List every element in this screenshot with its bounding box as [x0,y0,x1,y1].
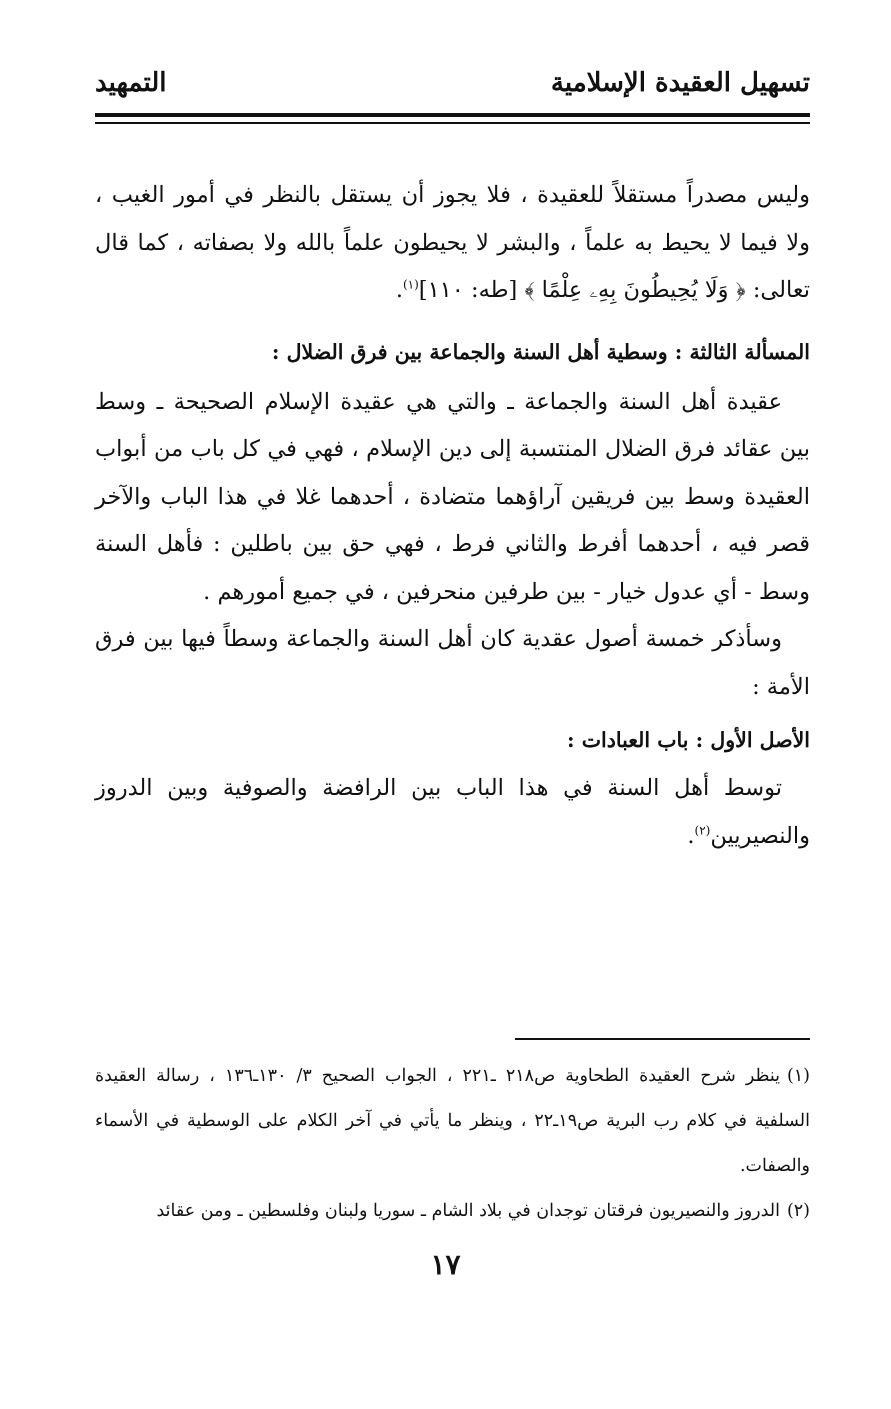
section-heading-issue-3: المسألة الثالثة : وسطية أهل السنة والجماعة بين فرق الضلال : [271,339,810,364]
footnote-1 [95,1054,810,1189]
page-header [95,68,810,108]
footnotes [95,1054,810,1234]
footnote-1-text: ينظر شرح العقيدة الطحاوية ص٢١٨ ـ٢٢١ ، الجواب الصحيح ٣/ ١٣٠ـ١٣٦ ، رسالة العقيدة السلفية في كلام رب البرية ص١٩ـ٢٢ ، وينظر ما يأتي في آخر الكلام على الوسطية في الأسماء والصفات. [95,1066,810,1176]
paragraph-4-end: . [687,822,695,849]
page-number: ١٧ [430,1248,461,1281]
header-rule-thick [95,113,810,117]
footnote-marker-1: (١) [402,277,419,292]
chapter-title: التمهيد [95,68,167,98]
paragraph-2: عقيدة أهل السنة والجماعة ـ والتي هي عقيدة الإسلام الصحيحة ـ وسط بين عقائد فرق الضلال المنتسبة إلى دين الإسلام ، فهي في كل باب من أبواب العقيدة وسط بين فريقين آراؤهما متضادة ، أحدهما غلا في هذا الباب والآخر قصر فيه ، أحدهما أفرط والثاني فرط ، فهي حق بين باطلين : فأهل السنة وسط - أي عدول خيار - بين طرفين منحرفين ، في جميع أمورهم . [95,388,810,605]
footnote-2 [95,1189,810,1234]
paragraph-1-end: . [395,277,403,303]
quran-verse: ﴿ وَلَا يُحِيطُونَ بِهِۦ عِلْمًا ﴾ [524,277,746,303]
main-text [95,172,810,860]
paragraph-1-text: وليس مصدراً مستقلاً للعقيدة ، فلا يجوز أن يستقل بالنظر في أمور الغيب ، ولا فيما لا يحيط به علماً ، والبشر لا يحيطون علماً بالله ولا بصفاته ، كما قال تعالى: [95,182,810,303]
paragraph-3: وسأذكر خمسة أصول عقدية كان أهل السنة والجماعة وسطاً فيها بين فرق الأمة : [95,626,810,700]
footnote-2-number: (٢) [786,1201,810,1221]
footnote-2-text: الدروز والنصيريون فرقتان توجدان في بلاد الشام ـ سوريا ولبنان وفلسطين ـ ومن عقائد [156,1201,780,1221]
paragraph-1 [95,172,810,315]
book-title: تسهيل العقيدة الإسلامية [550,68,810,98]
footnote-separator [515,1038,810,1040]
verse-reference: [طه: ١١٠] [418,277,518,303]
paragraph-4 [95,765,810,860]
footnote-marker-2: (٢) [694,823,711,837]
header-rule-thin [95,122,810,124]
footnote-1-number: (١) [786,1066,810,1086]
section-heading-principle-1: الأصل الأول : باب العبادات : [567,728,810,752]
paragraph-4-text: توسط أهل السنة في هذا الباب بين الرافضة والصوفية وبين الدروز والنصيريين [95,775,810,849]
